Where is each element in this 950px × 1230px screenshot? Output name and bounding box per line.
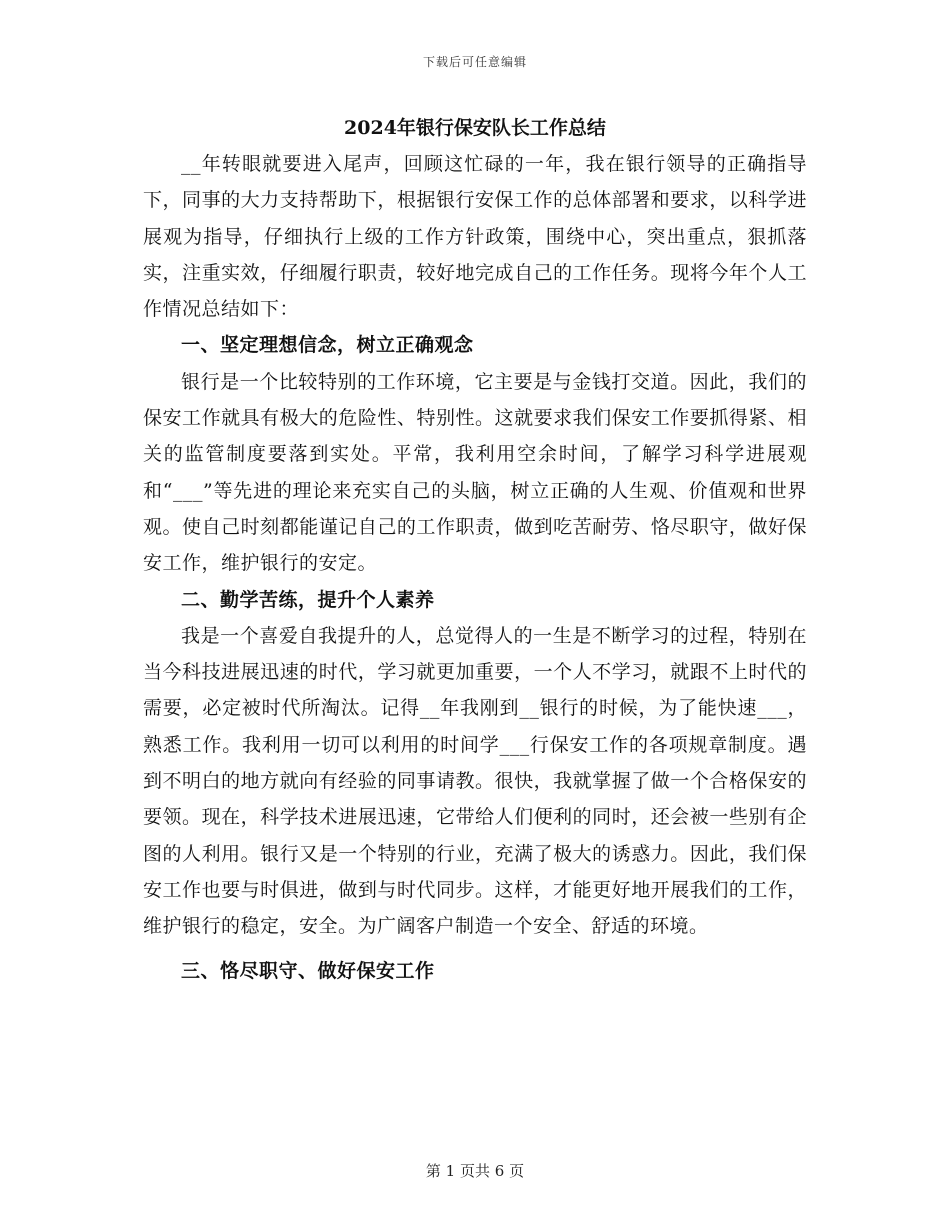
section-heading-2: 二、勤学苦练，提升个人素养 [181,588,435,611]
section-heading-3: 三、恪尽职守、做好保安工作 [181,959,435,982]
section-heading-1: 一、坚定理想信念，树立正确观念 [181,334,474,357]
section-paragraph-1: 银行是一个比较特别的工作环境，它主要是与金钱打交道。因此，我们的保安工作就具有极大的危险性、特别性。这就要求我们保安工作要抓得紧、相关的监管制度要落到实处。平常，我利用空余时间，了解学习科学进展观和“___”等先进的理论来充实自己的头脑，树立正确的人生观、价值观和世界观。使自己时刻都能谨记自己的工作职责，做到吃苦耐劳、恪尽职守，做好保安工作，维护银行的安定。 [143,370,807,575]
page-number: 第 1 页共 6 页 [425,1162,525,1180]
page-header: 下载后可任意编辑 [422,55,527,69]
document-body [143,110,807,989]
section-paragraph-2: 我是一个喜爱自我提升的人，总觉得人的一生是不断学习的过程，特别在当今科技进展迅速的时代，学习就更加重要，一个人不学习，就跟不上时代的需要，必定被时代所淘汰。记得__年我刚到__银行的时候，为了能快速___，熟悉工作。我利用一切可以利用的时间学___行保安工作的各项规章制度。遇到不明白的地方就向有经验的同事请教。很快，我就掌握了做一个合格保安的要领。现在，科学技术进展迅速，它带给人们便利的同时，还会被一些别有企图的人利用。银行又是一个特别的行业，充满了极大的诱惑力。因此，我们保安工作也要与时俱进，做到与时代同步。这样，才能更好地开展我们的工作，维护银行的稳定，安全。为广阔客户制造一个安全、舒适的环境。 [143,624,807,938]
document-title: 2024年银行保安队长工作总结 [344,117,606,139]
intro-paragraph: __年转眼就要进入尾声，回顾这忙碌的一年，我在银行领导的正确指导下，同事的大力支持帮助下，根据银行安保工作的总体部署和要求，以科学进展观为指导，仔细执行上级的工作方针政策，围绕中心，突出重点，狠抓落实，注重实效，仔细履行职责，较好地完成自己的工作任务。现将今年个人工作情况总结如下： [143,153,807,321]
